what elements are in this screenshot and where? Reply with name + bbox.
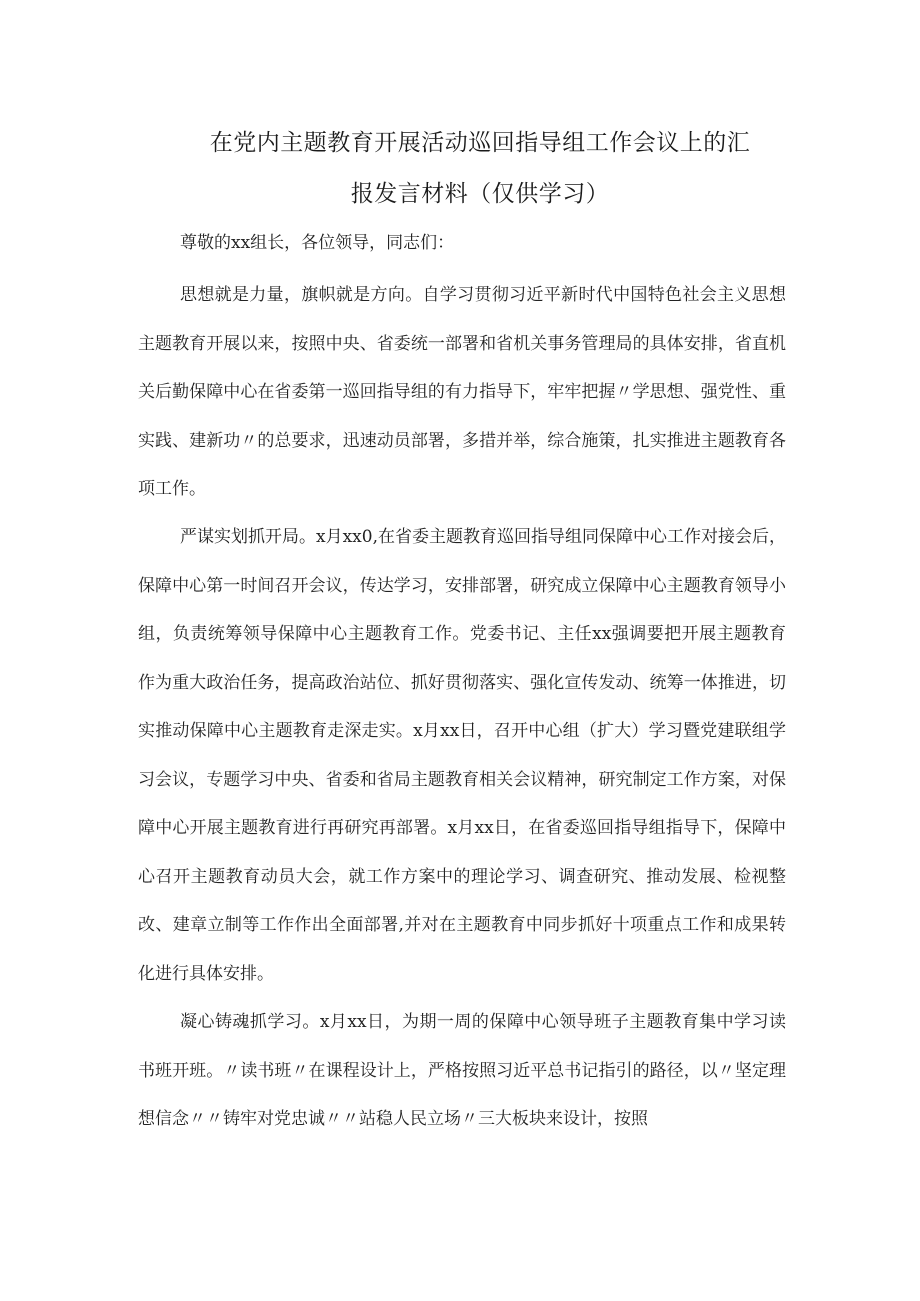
document-title-line-2: 报发言材料（仅供学习） [350, 181, 610, 207]
greeting: 尊敬的xx组长，各位领导，同志们： [180, 233, 455, 253]
paragraph-study: 凝心铸魂抓学习。x月xx日，为期一周的保障中心领导班子主题教育集中学习读书班开班。〃读书班〃在课程设计上，严格按照习近平总书记指引的路径，以〃坚定理想信念〃〃铸牢对党忠诚〃〃站稳人民立场〃三大板块来设计，按照 [138, 1012, 786, 1129]
paragraph-intro: 思想就是力量，旗帜就是方向。自学习贯彻习近平新时代中国特色社会主义思想主题教育开展以来，按照中央、省委统一部署和省机关事务管理局的具体安排，省直机关后勤保障中心在省委第一巡回指导组的有力指导下，牢牢把握〃学思想、强党性、重实践、建新功〃的总要求，迅速动员部署，多措并举，综合施策，扎实推进主题教育各项工作。 [138, 285, 786, 499]
document-title-line-1: 在党内主题教育开展活动巡回指导组工作会议上的汇 [209, 130, 751, 156]
paragraph-opening-work: 严谋实划抓开局。x月xx0,在省委主题教育巡回指导组同保障中心工作对接会后，保障中心第一时间召开会议，传达学习，安排部署，研究成立保障中心主题教育领导小组，负责统筹领导保障中心主题教育工作。党委书记、主任xx强调要把开展主题教育作为重大政治任务，提高政治站位、抓好贯彻落实、强化宣传发动、统筹一体推进，切实推动保障中心主题教育走深走实。x月xx日，召开中心组（扩大）学习暨党建联组学习会议，专题学习中央、省委和省局主题教育相关会议精神，研究制定工作方案，对保障中心开展主题教育进行再研究再部署。x月xx日，在省委巡回指导组指导下，保障中心召开主题教育动员大会，就工作方案中的理论学习、调查研究、推动发展、检视整改、建章立制等工作作出全面部署,并对在主题教育中同步抓好十项重点工作和成果转化进行具体安排。 [138, 527, 786, 984]
